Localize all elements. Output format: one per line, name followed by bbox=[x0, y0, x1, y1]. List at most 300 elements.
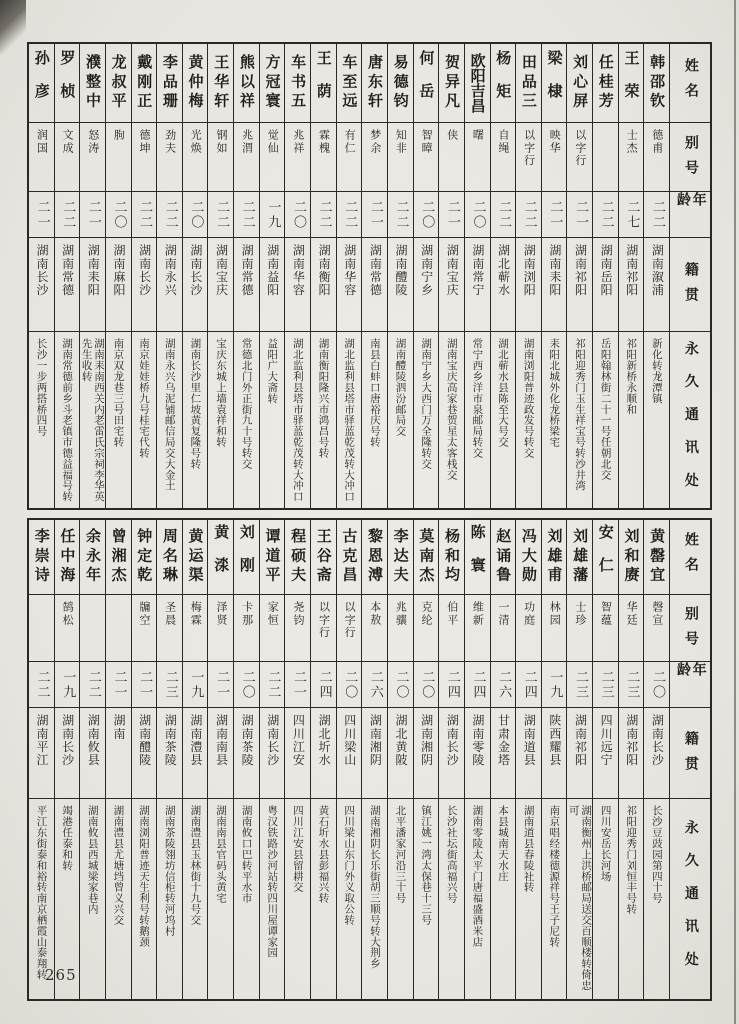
entry-age-cell-text: 二二 bbox=[34, 669, 50, 700]
entry-age-cell-text: 二〇 bbox=[419, 199, 435, 230]
entry-address-cell bbox=[337, 798, 362, 999]
header-native-cell bbox=[670, 237, 710, 331]
entry-alias-cell-text: 士杰 bbox=[625, 129, 639, 155]
entry-alias-cell bbox=[516, 594, 541, 661]
entry-alias-cell bbox=[619, 594, 644, 661]
entry-alias-cell-text: 磬宣 bbox=[650, 601, 664, 627]
entry-address-cell-text: 常德北门外正街九十号转交 bbox=[240, 338, 253, 470]
entry-age-cell-text: 二二 bbox=[265, 669, 281, 700]
entry-name-cell bbox=[516, 44, 541, 122]
entry-address-cell-text: 湖南攸县西城梁家巷内 bbox=[86, 805, 99, 915]
entry-address-cell bbox=[465, 331, 490, 508]
entry-alias-cell-text: 林园 bbox=[548, 601, 562, 627]
entry-native-cell-text: 甘肃金塔 bbox=[496, 714, 511, 767]
entry-column bbox=[79, 44, 105, 508]
entry-address-cell bbox=[80, 331, 105, 508]
entry-name-cell-text: 刘心屏 bbox=[571, 54, 590, 112]
entry-name-cell bbox=[80, 520, 105, 594]
entry-age-cell-text: 二二 bbox=[60, 199, 76, 230]
entry-native-cell bbox=[439, 707, 464, 798]
entry-age-cell bbox=[311, 191, 336, 237]
entry-age-cell-text: 二〇 bbox=[239, 669, 255, 700]
entry-column bbox=[464, 44, 490, 508]
entry-alias-cell bbox=[567, 122, 592, 191]
entry-name-cell bbox=[337, 520, 362, 594]
entry-name-cell-text: 黎恩溥 bbox=[366, 528, 385, 586]
entry-native-cell bbox=[80, 237, 105, 331]
entry-alias-cell bbox=[285, 594, 310, 661]
entry-age-cell bbox=[183, 191, 208, 237]
entry-name-cell-text: 车书五 bbox=[289, 54, 308, 112]
entry-age-cell-text: 二二 bbox=[342, 199, 358, 230]
entry-alias-cell bbox=[362, 122, 387, 191]
entry-native-cell-text: 湖南溆浦 bbox=[650, 244, 665, 297]
entry-name-cell-text: 赵诵鲁 bbox=[494, 528, 513, 586]
entry-alias-cell bbox=[491, 594, 516, 661]
entry-column bbox=[54, 44, 80, 508]
entry-age-cell bbox=[388, 661, 413, 707]
entry-column bbox=[541, 44, 567, 508]
entry-name-cell-text: 黄渁 bbox=[212, 524, 231, 590]
entry-name-cell-text: 王谷斋 bbox=[314, 528, 333, 586]
entry-alias-cell-text: 一清 bbox=[496, 601, 510, 627]
entry-native-cell-text: 湖南衡阳 bbox=[317, 244, 332, 297]
header-name-cell bbox=[670, 44, 710, 122]
entry-native-cell bbox=[183, 707, 208, 798]
entry-address-cell bbox=[644, 798, 669, 999]
entry-address-cell-text: 湖南浏阳普迹天生利号转鹅颈 bbox=[138, 805, 151, 947]
entry-native-cell-text: 湖南宁乡 bbox=[419, 244, 434, 297]
header-address-label: 永久通讯处 bbox=[682, 340, 699, 506]
entry-address-cell-text: 湖南宝庆高家巷贺星太客栈交 bbox=[445, 338, 458, 480]
entry-native-cell-text: 湖南耒阳 bbox=[547, 244, 562, 297]
entry-alias-cell bbox=[593, 594, 618, 661]
entry-age-cell bbox=[414, 661, 439, 707]
entry-alias-cell bbox=[183, 594, 208, 661]
entry-address-cell-text: 湖南常德前乡斗老镇市德益福号转 bbox=[61, 338, 74, 502]
entry-age-cell-text: 二七 bbox=[624, 199, 640, 230]
entry-name-cell-text: 钟定乾 bbox=[135, 528, 154, 586]
entry-native-cell bbox=[285, 707, 310, 798]
entry-name-cell-text: 王华轩 bbox=[212, 54, 231, 112]
entry-column bbox=[566, 44, 592, 508]
header-name-label: 姓名 bbox=[682, 57, 699, 109]
entry-alias-cell-text: 兆骧 bbox=[394, 601, 408, 627]
entry-column bbox=[284, 520, 310, 999]
entry-name-cell bbox=[311, 44, 336, 122]
entry-age-cell-text: 一九 bbox=[265, 199, 281, 230]
entry-name-cell bbox=[183, 520, 208, 594]
entry-column bbox=[618, 44, 644, 508]
header-age-label: 年龄 bbox=[675, 192, 707, 218]
entry-name-cell bbox=[619, 520, 644, 594]
entry-alias-cell bbox=[414, 594, 439, 661]
entry-native-cell-text: 湖南浏阳 bbox=[522, 244, 537, 297]
entry-age-cell-text: 二〇 bbox=[342, 669, 358, 700]
entry-address-cell-text: 长沙社坛街高福兴号 bbox=[445, 805, 458, 904]
entry-age-cell bbox=[439, 661, 464, 707]
entry-column bbox=[310, 520, 336, 999]
entry-name-cell-text: 程硕夫 bbox=[289, 528, 308, 586]
entry-alias-cell bbox=[465, 122, 490, 191]
entry-alias-cell-text: 鹄松 bbox=[61, 601, 75, 627]
entry-native-cell bbox=[567, 237, 592, 331]
entry-address-cell-text: 湖南永兴乌泥铺邮信局交大金土 bbox=[163, 338, 176, 491]
page-number: 265 bbox=[45, 966, 77, 984]
entry-address-cell-text: 耒阳北城外化龙桥梁宅 bbox=[548, 338, 561, 448]
entry-alias-cell-text: 华廷 bbox=[625, 601, 639, 627]
entry-alias-cell bbox=[29, 594, 54, 661]
entry-age-cell-text: 二一 bbox=[573, 199, 589, 230]
entry-name-cell-text: 唐东轩 bbox=[366, 54, 385, 112]
entry-age-cell bbox=[465, 191, 490, 237]
entry-age-cell-text: 二一 bbox=[111, 669, 127, 700]
entry-address-cell-text: 镇江姚一湾太保巷十三号 bbox=[420, 805, 433, 926]
entry-age-cell-text: 二二 bbox=[85, 669, 101, 700]
entry-alias-cell bbox=[644, 122, 669, 191]
entry-address-cell-text: 长沙豆豉园第四十号 bbox=[650, 805, 663, 904]
entry-column bbox=[387, 520, 413, 999]
entry-age-cell-text: 二一 bbox=[214, 669, 230, 700]
entry-name-cell-text: 方冠寰 bbox=[263, 54, 282, 112]
entry-name-cell-text: 杨和均 bbox=[442, 528, 461, 586]
entry-column bbox=[233, 44, 259, 508]
entry-address-cell bbox=[234, 331, 259, 508]
entry-name-cell-text: 易德钧 bbox=[391, 54, 410, 112]
entry-age-cell-text: 二〇 bbox=[419, 669, 435, 700]
entry-alias-cell-text: 梅霖 bbox=[189, 601, 203, 627]
entry-name-cell bbox=[234, 520, 259, 594]
entry-column bbox=[464, 520, 490, 999]
entry-address-cell-text: 四川梁山东门外义取公转 bbox=[343, 805, 356, 926]
entry-name-cell-text: 熊以祥 bbox=[237, 54, 256, 112]
entry-age-cell bbox=[491, 661, 516, 707]
entry-name-cell bbox=[132, 520, 157, 594]
entry-address-cell bbox=[260, 331, 285, 508]
entry-name-cell bbox=[29, 44, 54, 122]
entry-column bbox=[54, 520, 80, 999]
entry-column bbox=[515, 520, 541, 999]
entry-address-cell bbox=[593, 331, 618, 508]
entry-alias-cell-text: 映华 bbox=[548, 129, 562, 155]
entry-native-cell-text: 湖南永兴 bbox=[163, 244, 178, 297]
entry-name-cell bbox=[491, 44, 516, 122]
entry-address-cell-text: 湖南长沙里仁坡黄复隆号转 bbox=[189, 338, 202, 470]
entry-name-cell bbox=[388, 520, 413, 594]
entry-alias-cell bbox=[593, 122, 618, 191]
entry-age-cell bbox=[29, 661, 54, 707]
entry-alias-cell-text: 伯平 bbox=[445, 601, 459, 627]
entry-native-cell bbox=[208, 237, 233, 331]
entry-native-cell bbox=[388, 237, 413, 331]
entry-native-cell bbox=[285, 237, 310, 331]
entry-native-cell-text: 湖南 bbox=[111, 714, 126, 741]
entry-address-cell bbox=[388, 331, 413, 508]
entry-age-cell bbox=[106, 661, 131, 707]
entry-age-cell-text: 二四 bbox=[316, 669, 332, 700]
entry-name-cell-text: 李达夫 bbox=[391, 528, 410, 586]
entry-native-cell-text: 湖南长沙 bbox=[650, 714, 665, 767]
entry-native-cell bbox=[29, 237, 54, 331]
entry-address-cell-text: 湖南攸口巴转平水市 bbox=[240, 805, 253, 904]
entry-native-cell bbox=[157, 237, 182, 331]
entry-native-cell bbox=[465, 237, 490, 331]
entry-name-cell bbox=[362, 520, 387, 594]
entry-alias-cell-text: 德坤 bbox=[138, 129, 152, 155]
entry-address-cell bbox=[388, 798, 413, 999]
entry-alias-cell bbox=[491, 122, 516, 191]
entry-column bbox=[259, 520, 285, 999]
entry-native-cell bbox=[234, 707, 259, 798]
entry-native-cell bbox=[567, 707, 592, 798]
entry-age-cell-text: 二〇 bbox=[649, 669, 665, 700]
header-age-cell bbox=[670, 191, 710, 237]
entry-column bbox=[515, 44, 541, 508]
entry-native-cell-text: 湖南澧县 bbox=[188, 714, 203, 767]
entry-native-cell bbox=[106, 237, 131, 331]
entry-name-cell bbox=[542, 44, 567, 122]
entry-name-cell-text: 莫南杰 bbox=[417, 528, 436, 586]
entry-name-cell-text: 孙彦 bbox=[32, 50, 51, 116]
entry-age-cell bbox=[542, 191, 567, 237]
entry-address-cell bbox=[567, 331, 592, 508]
entry-address-cell bbox=[80, 798, 105, 999]
entry-age-cell-text: 二一 bbox=[444, 199, 460, 230]
header-address-label: 永久通讯处 bbox=[682, 819, 699, 985]
entry-age-cell bbox=[644, 191, 669, 237]
entry-age-cell bbox=[593, 661, 618, 707]
entry-native-cell-text: 湖南祁阳 bbox=[573, 244, 588, 297]
entry-column bbox=[618, 520, 644, 999]
entry-age-cell-text: 二三 bbox=[573, 669, 589, 700]
entry-name-cell bbox=[80, 44, 105, 122]
header-native-label: 籍贯 bbox=[682, 730, 699, 782]
entry-name-cell-text: 刘刚 bbox=[237, 524, 256, 590]
entry-native-cell-text: 湖南南县 bbox=[214, 714, 229, 767]
entry-alias-cell bbox=[157, 594, 182, 661]
entry-address-cell bbox=[183, 798, 208, 999]
entry-native-cell-text: 湖南醴陵 bbox=[393, 244, 408, 297]
entry-address-cell bbox=[208, 331, 233, 508]
entry-name-cell bbox=[414, 520, 439, 594]
entry-native-cell-text: 湖南常德 bbox=[240, 244, 255, 297]
entry-address-cell bbox=[157, 331, 182, 508]
table-section-top bbox=[27, 42, 712, 510]
entry-name-cell-text: 刘和赓 bbox=[622, 528, 641, 586]
entry-column bbox=[438, 520, 464, 999]
entry-alias-cell-text: 克纶 bbox=[420, 601, 434, 627]
entry-alias-cell bbox=[465, 594, 490, 661]
entry-address-cell bbox=[362, 798, 387, 999]
entry-address-cell-text: 湖南零陵太平门唐福盛酒米店 bbox=[471, 805, 484, 947]
entry-native-cell bbox=[311, 707, 336, 798]
header-alias-cell bbox=[670, 594, 710, 661]
entry-age-cell bbox=[285, 661, 310, 707]
entry-alias-cell-text: 智暲 bbox=[420, 129, 434, 155]
entry-native-cell bbox=[55, 707, 80, 798]
entry-native-cell-text: 湖南长沙 bbox=[445, 714, 460, 767]
entry-name-cell-text: 余永年 bbox=[83, 528, 102, 586]
entry-native-cell-text: 湖南常德 bbox=[60, 244, 75, 297]
entry-address-cell-text: 湖南湘阴长乐街胡三顺号转大荆乡 bbox=[368, 805, 381, 969]
entry-column bbox=[207, 520, 233, 999]
header-alias-label: 别号 bbox=[682, 605, 699, 657]
entry-native-cell-text: 湖南道县 bbox=[522, 714, 537, 767]
entry-native-cell-text: 湖北圻水 bbox=[317, 714, 332, 767]
entry-age-cell bbox=[567, 661, 592, 707]
entry-name-cell-text: 曾湘杰 bbox=[109, 528, 128, 586]
entry-name-cell-text: 王荣 bbox=[622, 50, 641, 116]
entry-name-cell bbox=[542, 520, 567, 594]
entry-address-cell bbox=[132, 331, 157, 508]
entry-age-cell-text: 二三 bbox=[162, 669, 178, 700]
entry-native-cell bbox=[516, 707, 541, 798]
entry-alias-cell-text: 智蕴 bbox=[599, 601, 613, 627]
entry-age-cell bbox=[132, 661, 157, 707]
entry-name-cell-text: 何岳 bbox=[417, 50, 436, 116]
entry-alias-cell-text: 本敖 bbox=[368, 601, 382, 627]
entry-native-cell-text: 湖南耒阳 bbox=[86, 244, 101, 297]
entry-address-cell-text: 本县城南天水庄 bbox=[497, 805, 510, 882]
entry-column bbox=[438, 44, 464, 508]
entry-column bbox=[592, 520, 618, 999]
entry-age-cell-text: 二二 bbox=[214, 199, 230, 230]
entry-column bbox=[566, 520, 592, 999]
entry-native-cell bbox=[491, 237, 516, 331]
entry-native-cell-text: 湖南宝庆 bbox=[445, 244, 460, 297]
entry-age-cell-text: 二二 bbox=[137, 199, 153, 230]
entry-age-cell bbox=[208, 661, 233, 707]
entry-native-cell bbox=[55, 237, 80, 331]
entry-alias-cell-text: 士珍 bbox=[573, 601, 587, 627]
entry-name-cell bbox=[465, 44, 490, 122]
entry-age-cell-text: 一九 bbox=[60, 669, 76, 700]
entry-name-cell-text: 王荫 bbox=[314, 50, 333, 116]
entry-native-cell bbox=[260, 707, 285, 798]
entry-alias-cell-text: 泽贤 bbox=[214, 601, 228, 627]
header-age-label: 年龄 bbox=[675, 662, 707, 688]
entry-alias-cell-text: 侠 bbox=[445, 129, 459, 142]
entry-column bbox=[182, 44, 208, 508]
entry-column bbox=[105, 520, 131, 999]
entry-native-cell-text: 四川梁山 bbox=[342, 714, 357, 767]
entry-alias-cell bbox=[311, 122, 336, 191]
entry-alias-cell-text: 知非 bbox=[394, 129, 408, 155]
entry-alias-cell bbox=[183, 122, 208, 191]
entry-age-cell-text: 二四 bbox=[521, 669, 537, 700]
entry-address-cell-text: 宝庆东城上墙袁祥和转 bbox=[214, 338, 227, 448]
entry-name-cell-text: 杨矩 bbox=[494, 50, 513, 116]
entry-address-cell bbox=[465, 798, 490, 999]
entry-address-cell-text: 常宁西乡洋市泉邮局转交 bbox=[471, 338, 484, 459]
entry-alias-cell bbox=[439, 122, 464, 191]
entry-age-cell bbox=[29, 191, 54, 237]
entry-alias-cell bbox=[106, 122, 131, 191]
entry-alias-cell bbox=[439, 594, 464, 661]
entry-name-cell-text: 田品三 bbox=[519, 54, 538, 112]
entry-address-cell bbox=[593, 798, 618, 999]
header-address-cell bbox=[670, 331, 710, 508]
header-address-cell bbox=[670, 798, 710, 999]
entry-alias-cell bbox=[285, 122, 310, 191]
entry-name-cell bbox=[619, 44, 644, 122]
entry-address-cell-text: 湖北监利县塔市驿蓝乾茂转大冲口 bbox=[291, 338, 304, 502]
scan-corner-smudge bbox=[0, 0, 26, 54]
entry-column bbox=[156, 520, 182, 999]
entry-age-cell bbox=[285, 191, 310, 237]
entry-alias-cell bbox=[542, 594, 567, 661]
entry-name-cell bbox=[234, 44, 259, 122]
entry-address-cell-text: 新化转龙潭镇 bbox=[650, 338, 663, 404]
entry-name-cell-text: 冯大勋 bbox=[519, 528, 538, 586]
entry-age-cell bbox=[516, 661, 541, 707]
entry-name-cell-text: 罗桢 bbox=[58, 50, 77, 116]
entry-age-cell bbox=[465, 661, 490, 707]
entry-address-cell bbox=[362, 331, 387, 508]
entry-age-cell bbox=[55, 661, 80, 707]
entry-native-cell-text: 湖南祁阳 bbox=[624, 714, 639, 767]
entry-alias-cell-text: 有仁 bbox=[343, 129, 357, 155]
entry-age-cell bbox=[260, 661, 285, 707]
entry-age-cell bbox=[80, 661, 105, 707]
entry-address-cell-text: 黄石圻水县彭福兴转 bbox=[317, 805, 330, 904]
entry-name-cell-text: 龙叔平 bbox=[109, 54, 128, 112]
entry-alias-cell-text: 牖空 bbox=[138, 601, 152, 627]
entry-name-cell-text: 黄罄宜 bbox=[648, 528, 667, 586]
entry-column bbox=[233, 520, 259, 999]
entry-alias-cell bbox=[388, 122, 413, 191]
entry-name-cell bbox=[593, 520, 618, 594]
entry-alias-cell-text: 维新 bbox=[471, 601, 485, 627]
entry-age-cell bbox=[260, 191, 285, 237]
header-age-cell bbox=[670, 661, 710, 707]
entry-native-cell bbox=[362, 237, 387, 331]
header-name-cell bbox=[670, 520, 710, 594]
entry-native-cell-text: 湖南零陵 bbox=[470, 714, 485, 767]
header-native-label: 籍贯 bbox=[682, 262, 699, 313]
entry-column bbox=[592, 44, 618, 508]
entry-native-cell-text: 湖南华容 bbox=[291, 244, 306, 297]
entry-native-cell bbox=[337, 237, 362, 331]
entry-alias-cell-text: 文成 bbox=[61, 129, 75, 155]
entry-address-cell-text: 湖南浏阳普迹政发号转交 bbox=[522, 338, 535, 459]
entry-column bbox=[541, 520, 567, 999]
entry-age-cell bbox=[516, 191, 541, 237]
entry-name-cell bbox=[55, 44, 80, 122]
entry-address-cell bbox=[183, 331, 208, 508]
entry-alias-cell bbox=[567, 594, 592, 661]
entry-native-cell bbox=[260, 237, 285, 331]
entry-address-cell-text: 南县白蚌口唐裕庆号转 bbox=[368, 338, 381, 448]
entry-address-cell-text: 湖南衡阳隆兴市鸿昌号转 bbox=[317, 338, 330, 459]
entry-name-cell bbox=[337, 44, 362, 122]
entry-age-cell-text: 二一 bbox=[137, 669, 153, 700]
entry-alias-cell bbox=[29, 122, 54, 191]
entry-address-cell-text: 湖南茶陵翎坊信柜转河坞村 bbox=[163, 805, 176, 937]
entry-age-cell-text: 二一 bbox=[85, 199, 101, 230]
entry-alias-cell-text: 兆祥 bbox=[291, 129, 305, 155]
header-alias-label: 别号 bbox=[682, 134, 699, 186]
entry-age-cell bbox=[644, 661, 669, 707]
entry-column bbox=[131, 44, 157, 508]
entry-alias-cell bbox=[208, 594, 233, 661]
entry-age-cell bbox=[619, 661, 644, 707]
entry-alias-cell bbox=[55, 594, 80, 661]
entry-age-cell-text: 二二 bbox=[649, 199, 665, 230]
entry-column bbox=[387, 44, 413, 508]
entry-alias-cell-text: 曙 bbox=[471, 129, 485, 142]
entry-age-cell-text: 二二 bbox=[598, 199, 614, 230]
